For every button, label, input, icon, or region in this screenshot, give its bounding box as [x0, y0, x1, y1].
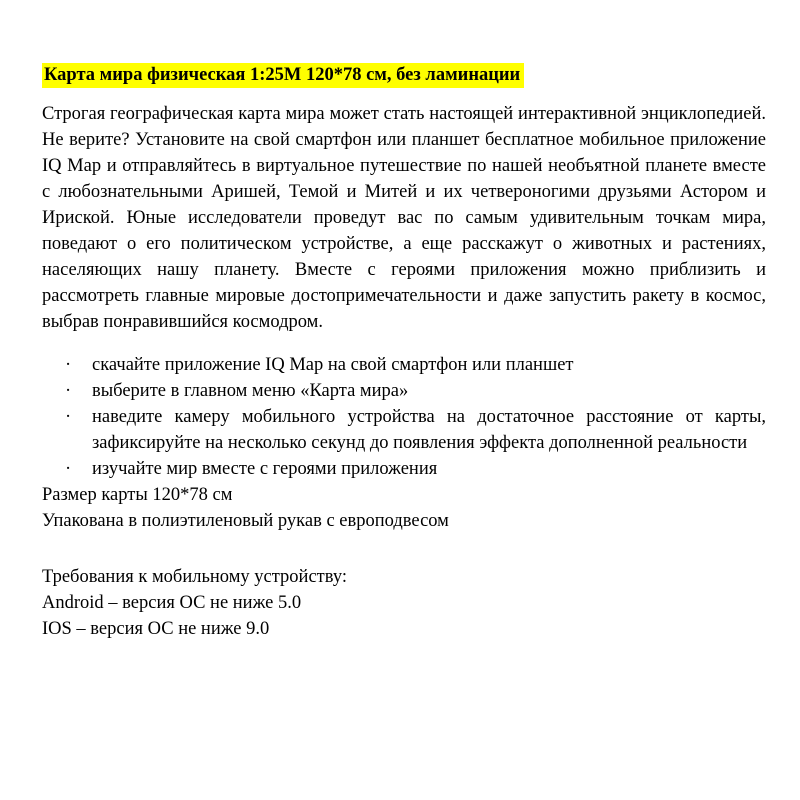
instructions-list: [42, 352, 766, 482]
list-item: [42, 404, 766, 456]
list-item-text: наведите камеру мобильного устройства на достаточное расстояние от карты, зафиксируйте на несколько секунд до появления эффекта дополненной реальности: [92, 407, 766, 453]
requirements-header: Требования к мобильному устройству:: [42, 567, 348, 587]
packaging-line: Упакована в полиэтиленовый рукав с европодвесом: [42, 511, 449, 531]
list-item: [42, 456, 766, 482]
intro-paragraph: Строгая географическая карта мира может стать настоящей интерактивной энциклопедией. Не верите? Установите на свой смартфон или планшет бесплатное мобильное приложение IQ Map и отправляйтесь в виртуальное путешествие по нашей необъятной планете вместе с любознательными Аришей, Темой и Митей и их четвероногими друзьями Астором и Ириской. Юные исследователи проведут вас по самым удивительным точкам мира, поведают о его политическом устройстве, а еще расскажут о животных и растениях, населяющих нашу планету. Вместе с героями приложения можно приблизить и рассмотреть главные мировые достопримечательности и даже запустить ракету в космос, выбрав понравившийся космодром.: [42, 104, 766, 332]
title-row: [42, 62, 766, 88]
list-item-text: выберите в главном меню «Карта мира»: [92, 381, 409, 401]
page-title: Карта мира физическая 1:25М 120*78 см, без ламинации: [42, 63, 524, 88]
bullet-icon: ·: [65, 381, 72, 401]
requirement-android: Android – версия ОС не ниже 5.0: [42, 593, 302, 613]
bullet-icon: ·: [65, 407, 72, 427]
requirement-ios: IOS – версия ОС не ниже 9.0: [42, 619, 270, 639]
requirements-section: [42, 564, 766, 642]
map-size-line: Размер карты 120*78 см: [42, 485, 233, 505]
bullet-icon: ·: [65, 355, 72, 375]
list-item-text: изучайте мир вместе с героями приложения: [92, 459, 438, 479]
list-item: [42, 352, 766, 378]
bullet-icon: ·: [65, 459, 72, 479]
list-item-text: скачайте приложение IQ Map на свой смартфон или планшет: [92, 355, 574, 375]
list-item: [42, 378, 766, 404]
